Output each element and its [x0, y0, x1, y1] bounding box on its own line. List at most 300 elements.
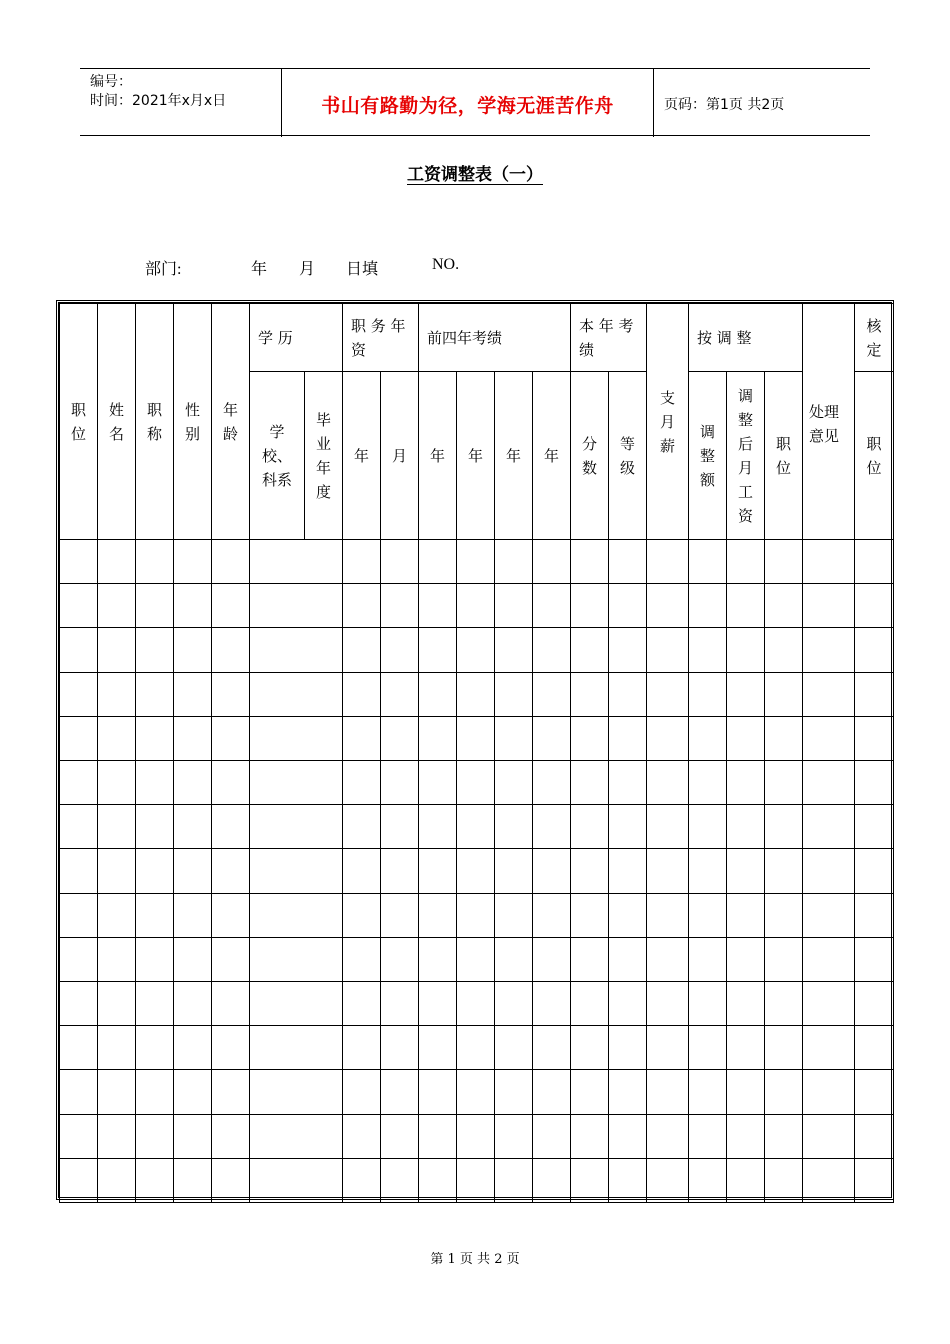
table-cell — [380, 1025, 419, 1070]
table-cell — [342, 627, 381, 673]
table-cell — [418, 981, 457, 1026]
table-cell — [211, 937, 250, 982]
table-cell — [59, 672, 98, 717]
table-cell — [380, 893, 419, 938]
table-cell — [249, 539, 343, 584]
table-cell — [688, 583, 727, 628]
table-cell — [854, 893, 894, 938]
table-cell — [456, 804, 495, 849]
table-cell — [97, 1158, 136, 1203]
table-cell — [418, 893, 457, 938]
table-cell — [764, 848, 803, 894]
table-cell — [570, 848, 609, 894]
header-adjusted-salary-label: 调 整 后 月 工 资 — [737, 386, 753, 525]
table-cell — [380, 1069, 419, 1115]
table-cell — [608, 1114, 647, 1159]
table-cell — [688, 804, 727, 849]
table-cell — [802, 804, 855, 849]
table-cell — [342, 539, 381, 584]
table-cell — [532, 1025, 571, 1070]
table-cell — [173, 1114, 212, 1159]
table-cell — [608, 893, 647, 938]
table-cell — [135, 1025, 174, 1070]
table-cell — [854, 1158, 894, 1203]
table-cell — [494, 1025, 533, 1070]
month-label: 月 — [299, 261, 316, 278]
header-year-2-label: 年 — [467, 446, 483, 465]
table-cell — [211, 848, 250, 894]
table-cell — [726, 760, 765, 805]
table-cell — [418, 1069, 457, 1115]
page-title-wrap — [0, 160, 950, 185]
table-cell — [802, 893, 855, 938]
table-cell — [418, 672, 457, 717]
table-cell — [688, 760, 727, 805]
table-cell — [418, 716, 457, 761]
table-cell — [726, 627, 765, 673]
table-cell — [380, 981, 419, 1026]
table-cell — [608, 672, 647, 717]
table-cell — [342, 937, 381, 982]
table-cell — [570, 1069, 609, 1115]
table-cell — [764, 539, 803, 584]
header-age-label: 年 龄 — [222, 400, 238, 443]
table-cell — [59, 937, 98, 982]
table-cell — [494, 539, 533, 584]
header-year-1 — [418, 371, 457, 540]
table-cell — [97, 627, 136, 673]
table-cell — [570, 893, 609, 938]
table-cell — [380, 1158, 419, 1203]
table-cell — [608, 804, 647, 849]
table-cell — [726, 583, 765, 628]
header-graduation-year — [304, 371, 343, 540]
table-cell — [608, 1069, 647, 1115]
table-cell — [764, 672, 803, 717]
header-adjusted-position-label: 职 位 — [775, 434, 791, 477]
table-cell — [135, 1158, 174, 1203]
header-year-2 — [456, 371, 495, 540]
table-cell — [173, 804, 212, 849]
table-cell — [135, 583, 174, 628]
table-cell — [173, 583, 212, 628]
table-cell — [97, 583, 136, 628]
table-cell — [456, 981, 495, 1026]
document-header — [80, 68, 870, 136]
table-cell — [608, 760, 647, 805]
table-cell — [608, 539, 647, 584]
table-cell — [854, 627, 894, 673]
motto: 书山有路勤为径，学海无涯苦作舟 — [321, 95, 614, 117]
table-cell — [570, 672, 609, 717]
table-cell — [494, 583, 533, 628]
table-cell — [173, 1025, 212, 1070]
table-cell — [646, 804, 689, 849]
table-cell — [249, 716, 343, 761]
table-cell — [456, 583, 495, 628]
table-cell — [802, 539, 855, 584]
table-cell — [688, 981, 727, 1026]
table-cell — [97, 1025, 136, 1070]
table-cell — [608, 716, 647, 761]
header-approved-position-label: 职 位 — [866, 434, 882, 477]
table-cell — [494, 1114, 533, 1159]
table-cell — [211, 1069, 250, 1115]
table-cell — [59, 1069, 98, 1115]
table-cell — [646, 539, 689, 584]
table-cell — [726, 539, 765, 584]
table-cell — [570, 716, 609, 761]
header-past-four-years-label: 前四年考绩 — [427, 329, 503, 347]
table-cell — [249, 1069, 343, 1115]
table-cell — [342, 1114, 381, 1159]
table-cell — [532, 716, 571, 761]
table-cell — [380, 716, 419, 761]
table-cell — [726, 937, 765, 982]
table-cell — [494, 672, 533, 717]
table-cell — [494, 893, 533, 938]
table-cell — [802, 672, 855, 717]
header-year-3 — [494, 371, 533, 540]
header-handling-opinion — [802, 303, 855, 540]
table-cell — [342, 583, 381, 628]
table-cell — [764, 1158, 803, 1203]
table-cell — [418, 1025, 457, 1070]
table-cell — [608, 627, 647, 673]
header-age — [211, 303, 250, 540]
table-cell — [764, 893, 803, 938]
table-cell — [802, 1114, 855, 1159]
table-cell — [135, 804, 174, 849]
table-cell — [688, 627, 727, 673]
header-school-major — [249, 371, 305, 540]
table-cell — [608, 1158, 647, 1203]
table-cell — [418, 848, 457, 894]
header-handling-opinion-label: 处理 意见 — [809, 403, 840, 445]
table-cell — [494, 848, 533, 894]
table-cell — [173, 760, 212, 805]
table-cell — [342, 1025, 381, 1070]
header-score — [570, 371, 609, 540]
table-cell — [532, 583, 571, 628]
header-approved — [854, 303, 894, 372]
header-year-4-label: 年 — [543, 446, 559, 465]
table-cell — [802, 716, 855, 761]
header-meta — [90, 73, 226, 111]
table-cell — [211, 804, 250, 849]
table-cell — [211, 1158, 250, 1203]
table-cell — [135, 848, 174, 894]
table-cell — [532, 760, 571, 805]
table-cell — [211, 539, 250, 584]
header-monthly-salary — [646, 303, 689, 540]
table-cell — [249, 627, 343, 673]
table-cell — [135, 627, 174, 673]
table-cell — [802, 627, 855, 673]
table-cell — [532, 981, 571, 1026]
table-cell — [494, 1069, 533, 1115]
table-cell — [646, 760, 689, 805]
header-grade — [608, 371, 647, 540]
header-by-adjustment — [688, 303, 803, 372]
table-cell — [494, 1158, 533, 1203]
table-cell — [726, 1069, 765, 1115]
table-cell — [418, 1114, 457, 1159]
table-cell — [854, 760, 894, 805]
table-cell — [494, 627, 533, 673]
table-cell — [342, 716, 381, 761]
table-cell — [802, 981, 855, 1026]
table-cell — [97, 539, 136, 584]
table-cell — [59, 716, 98, 761]
table-cell — [97, 1069, 136, 1115]
table-cell — [802, 1025, 855, 1070]
table-cell — [97, 848, 136, 894]
table-cell — [532, 1069, 571, 1115]
table-cell — [456, 848, 495, 894]
header-name — [97, 303, 136, 540]
header-name-label: 姓 名 — [108, 400, 124, 443]
table-cell — [854, 981, 894, 1026]
table-cell — [764, 627, 803, 673]
table-cell — [494, 937, 533, 982]
header-year-1-label: 年 — [429, 446, 445, 465]
table-cell — [135, 937, 174, 982]
header-approved-label: 核 定 — [866, 316, 882, 359]
table-cell — [764, 981, 803, 1026]
day-fill-label: 日填 — [346, 261, 379, 278]
table-cell — [608, 848, 647, 894]
table-cell — [249, 760, 343, 805]
page-footer: 第 1 页 共 2 页 — [430, 1252, 520, 1267]
table-cell — [532, 627, 571, 673]
header-gender-label: 性 别 — [184, 400, 200, 443]
table-cell — [532, 1114, 571, 1159]
table-cell — [418, 539, 457, 584]
time-label: 时间：2021年x月x日 — [90, 93, 227, 109]
table-cell — [249, 981, 343, 1026]
table-cell — [570, 937, 609, 982]
table-cell — [532, 1158, 571, 1203]
table-cell — [456, 1114, 495, 1159]
table-cell — [342, 672, 381, 717]
table-cell — [97, 760, 136, 805]
table-cell — [173, 1158, 212, 1203]
table-cell — [97, 672, 136, 717]
table-cell — [59, 1025, 98, 1070]
department-label: 部门: — [145, 261, 182, 278]
table-cell — [854, 804, 894, 849]
header-this-year-perf-label: 本 年 考 绩 — [579, 317, 634, 359]
header-past-four-years — [418, 303, 571, 372]
table-cell — [135, 981, 174, 1026]
table-cell — [59, 583, 98, 628]
table-cell — [764, 716, 803, 761]
table-cell — [570, 981, 609, 1026]
table-cell — [418, 937, 457, 982]
table-cell — [726, 1025, 765, 1070]
table-cell — [854, 1114, 894, 1159]
table-cell — [646, 981, 689, 1026]
table-cell — [688, 672, 727, 717]
table-cell — [418, 804, 457, 849]
table-cell — [532, 937, 571, 982]
table-cell — [646, 583, 689, 628]
table-cell — [688, 848, 727, 894]
header-seniority-month — [380, 371, 419, 540]
table-cell — [532, 893, 571, 938]
header-year-3-label: 年 — [505, 446, 521, 465]
table-cell — [59, 539, 98, 584]
table-cell — [135, 1114, 174, 1159]
table-cell — [173, 981, 212, 1026]
table-cell — [211, 981, 250, 1026]
table-cell — [854, 672, 894, 717]
table-cell — [764, 804, 803, 849]
header-adjustment-amount-label: 调 整 额 — [699, 422, 715, 489]
table-cell — [418, 583, 457, 628]
table-cell — [249, 893, 343, 938]
header-divider — [653, 69, 654, 137]
header-monthly-salary-label: 支 月 薪 — [659, 388, 675, 455]
table-cell — [646, 1158, 689, 1203]
table-cell — [646, 848, 689, 894]
table-cell — [97, 716, 136, 761]
table-cell — [854, 1069, 894, 1115]
table-cell — [59, 760, 98, 805]
table-cell — [646, 1114, 689, 1159]
table-cell — [570, 627, 609, 673]
header-adjusted-salary — [726, 371, 765, 540]
table-cell — [97, 893, 136, 938]
table-cell — [173, 937, 212, 982]
table-cell — [211, 716, 250, 761]
table-cell — [342, 1158, 381, 1203]
table-cell — [608, 1025, 647, 1070]
table-cell — [494, 760, 533, 805]
table-cell — [418, 760, 457, 805]
header-seniority-label: 职 务 年 资 — [351, 317, 406, 359]
table-cell — [249, 937, 343, 982]
table-cell — [532, 804, 571, 849]
table-cell — [211, 893, 250, 938]
header-position — [59, 303, 98, 540]
table-cell — [456, 627, 495, 673]
table-cell — [342, 981, 381, 1026]
table-cell — [764, 583, 803, 628]
table-cell — [646, 672, 689, 717]
page-info: 页码：第1页 共2页 — [664, 97, 785, 113]
table-cell — [608, 981, 647, 1026]
table-cell — [726, 672, 765, 717]
year-label: 年 — [251, 261, 268, 278]
table-cell — [173, 627, 212, 673]
table-cell — [570, 1158, 609, 1203]
table-cell — [688, 1114, 727, 1159]
table-cell — [380, 937, 419, 982]
table-cell — [854, 716, 894, 761]
table-cell — [342, 804, 381, 849]
header-gender — [173, 303, 212, 540]
header-graduation-year-label: 毕 业 年 度 — [315, 410, 331, 501]
header-score-label: 分 数 — [581, 434, 597, 477]
number-label: NO. — [432, 256, 460, 273]
header-title-label: 职 称 — [146, 400, 162, 443]
table-cell — [135, 1069, 174, 1115]
table-cell — [646, 1069, 689, 1115]
table-cell — [59, 804, 98, 849]
table-cell — [211, 583, 250, 628]
table-cell — [494, 804, 533, 849]
serial-label: 编号： — [90, 74, 132, 90]
table-cell — [59, 1114, 98, 1159]
table-cell — [135, 893, 174, 938]
table-cell — [688, 1158, 727, 1203]
table-cell — [688, 716, 727, 761]
table-cell — [570, 1025, 609, 1070]
table-cell — [570, 583, 609, 628]
table-cell — [380, 627, 419, 673]
table-cell — [173, 539, 212, 584]
table-cell — [494, 716, 533, 761]
table-cell — [342, 1069, 381, 1115]
table-cell — [532, 672, 571, 717]
table-cell — [570, 539, 609, 584]
header-year-4 — [532, 371, 571, 540]
table-cell — [211, 760, 250, 805]
header-education-label: 学 历 — [258, 329, 293, 347]
table-cell — [688, 937, 727, 982]
table-cell — [135, 539, 174, 584]
header-seniority-month-label: 月 — [391, 446, 407, 465]
table-cell — [342, 893, 381, 938]
header-seniority-year — [342, 371, 381, 540]
table-cell — [211, 672, 250, 717]
header-title — [135, 303, 174, 540]
header-approved-position — [854, 371, 894, 540]
table-cell — [726, 893, 765, 938]
table-cell — [249, 804, 343, 849]
table-cell — [854, 539, 894, 584]
table-cell — [764, 1069, 803, 1115]
table-cell — [726, 981, 765, 1026]
table-cell — [456, 716, 495, 761]
table-cell — [342, 848, 381, 894]
table-cell — [608, 937, 647, 982]
table-cell — [764, 1025, 803, 1070]
table-cell — [764, 937, 803, 982]
table-cell — [211, 1025, 250, 1070]
table-cell — [380, 583, 419, 628]
header-seniority-year-label: 年 — [353, 446, 369, 465]
table-cell — [646, 937, 689, 982]
table-cell — [173, 716, 212, 761]
table-cell — [380, 539, 419, 584]
table-cell — [802, 760, 855, 805]
table-cell — [135, 760, 174, 805]
table-cell — [608, 583, 647, 628]
table-cell — [97, 937, 136, 982]
table-cell — [854, 848, 894, 894]
table-cell — [97, 1114, 136, 1159]
table-cell — [570, 1114, 609, 1159]
table-cell — [570, 804, 609, 849]
table-cell — [97, 804, 136, 849]
table-cell — [802, 1069, 855, 1115]
table-cell — [173, 1069, 212, 1115]
table-cell — [726, 848, 765, 894]
table-cell — [726, 804, 765, 849]
